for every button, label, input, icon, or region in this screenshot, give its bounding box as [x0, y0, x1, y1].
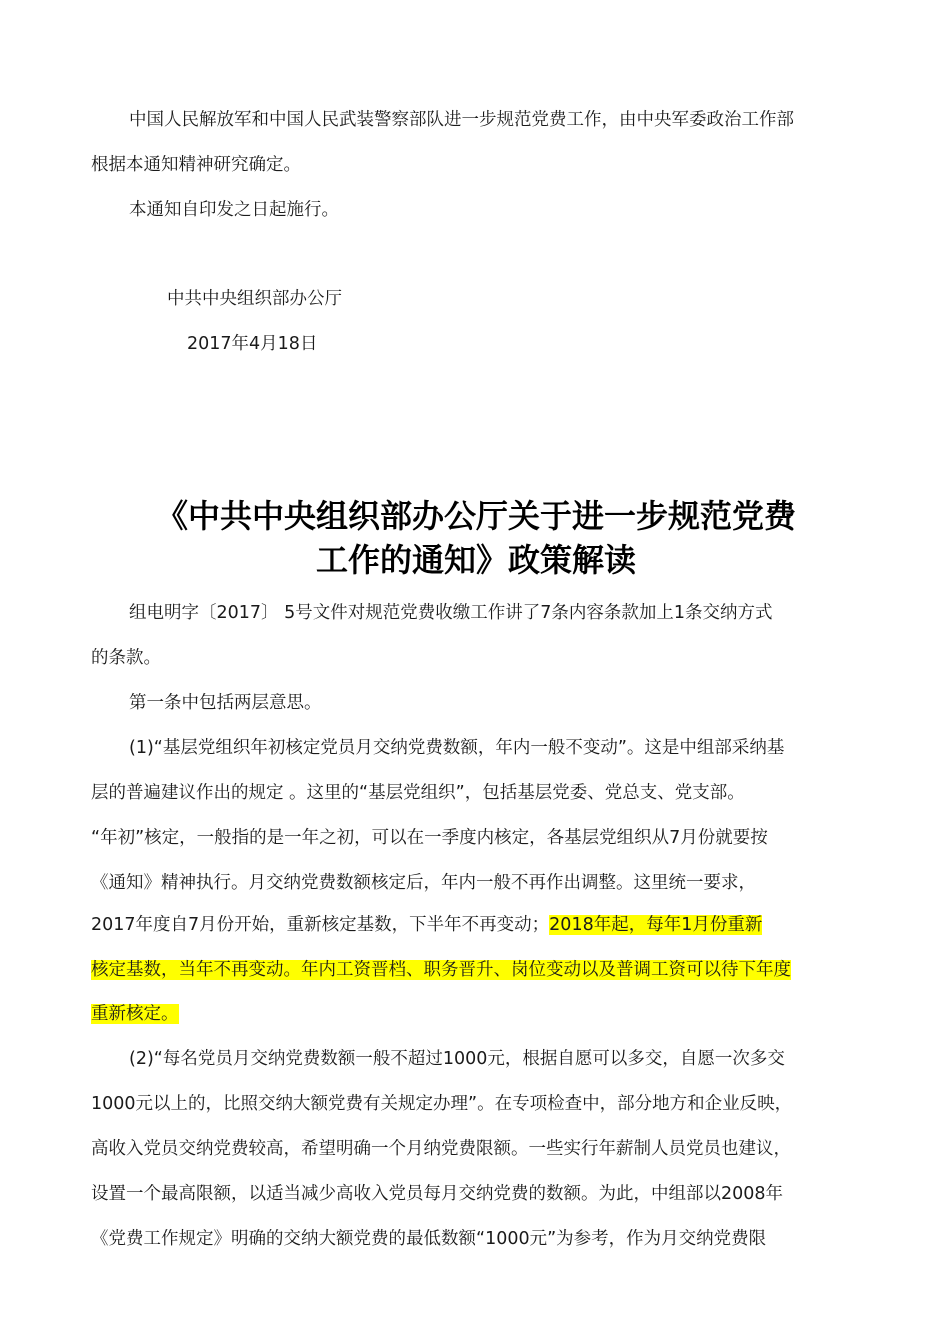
interpretation-title-line: 《中共中央组织部办公厅关于进一步规范党费 [155, 497, 796, 535]
notice-date: 2017年4月18日 [187, 334, 318, 354]
interpretation-title-line: 工作的通知》政策解读 [315, 541, 636, 579]
item1-line: “年初”核定，一般指的是一年之初，可以在一季度内核定，各基层党组织从7月份就要按 [91, 828, 768, 848]
item2-line: 设置一个最高限额，以适当减少高收入党员每月交纳党费的数额。为此，中组部以2008年 [91, 1184, 784, 1204]
highlighted-text: 2018年起，每年1月份重新 [549, 915, 763, 935]
intro-paragraph-line: 组电明字〔2017〕 5号文件对规范党费收缴工作讲了7条内容条款加上1条交纳方式 [129, 603, 773, 623]
item2-line: 高收入党员交纳党费较高，希望明确一个月纳党费限额。一些实行年薪制人员党员也建议， [91, 1139, 791, 1159]
item2-line: (2)“每名党员月交纳党费数额一般不超过1000元，根据自愿可以多交，自愿一次多交 [129, 1049, 785, 1069]
notice-paragraph-line: 中国人民解放军和中国人民武装警察部队进一步规范党费工作，由中央军委政治工作部 [129, 110, 794, 130]
highlighted-text: 核定基数，当年不再变动。年内工资晋档、职务晋升、岗位变动以及普调工资可以待下年度 [91, 960, 791, 980]
item1-line: 《通知》精神执行。月交纳党费数额核定后，年内一般不再作出调整。这里统一要求， [91, 873, 756, 893]
item2-line: 《党费工作规定》明确的交纳大额党费的最低数额“1000元”为参考，作为月交纳党费限 [91, 1229, 767, 1249]
item1-line [91, 913, 762, 937]
item1-line: (1)“基层党组织年初核定党员月交纳党费数额，年内一般不变动”。这是中组部采纳基 [129, 738, 785, 758]
item1-line [91, 958, 791, 982]
notice-paragraph-line: 根据本通知精神研究确定。 [91, 155, 301, 175]
item1-line: 层的普遍建议作出的规定 。这里的“基层党组织”，包括基层党委、党总支、党支部。 [91, 783, 745, 803]
notice-signer: 中共中央组织部办公厅 [167, 289, 342, 309]
item1-plain-text: 2017年度自7月份开始，重新核定基数，下半年不再变动； [91, 915, 550, 935]
item1-line [91, 1002, 179, 1026]
intro-paragraph-line: 的条款。 [91, 648, 161, 668]
highlighted-text: 重新核定。 [91, 1004, 179, 1024]
notice-effective-paragraph: 本通知自印发之日起施行。 [129, 200, 339, 220]
first-article-heading: 第一条中包括两层意思。 [129, 693, 322, 713]
item2-line: 1000元以上的，比照交纳大额党费有关规定办理”。在专项检查中，部分地方和企业反映， [91, 1094, 793, 1114]
